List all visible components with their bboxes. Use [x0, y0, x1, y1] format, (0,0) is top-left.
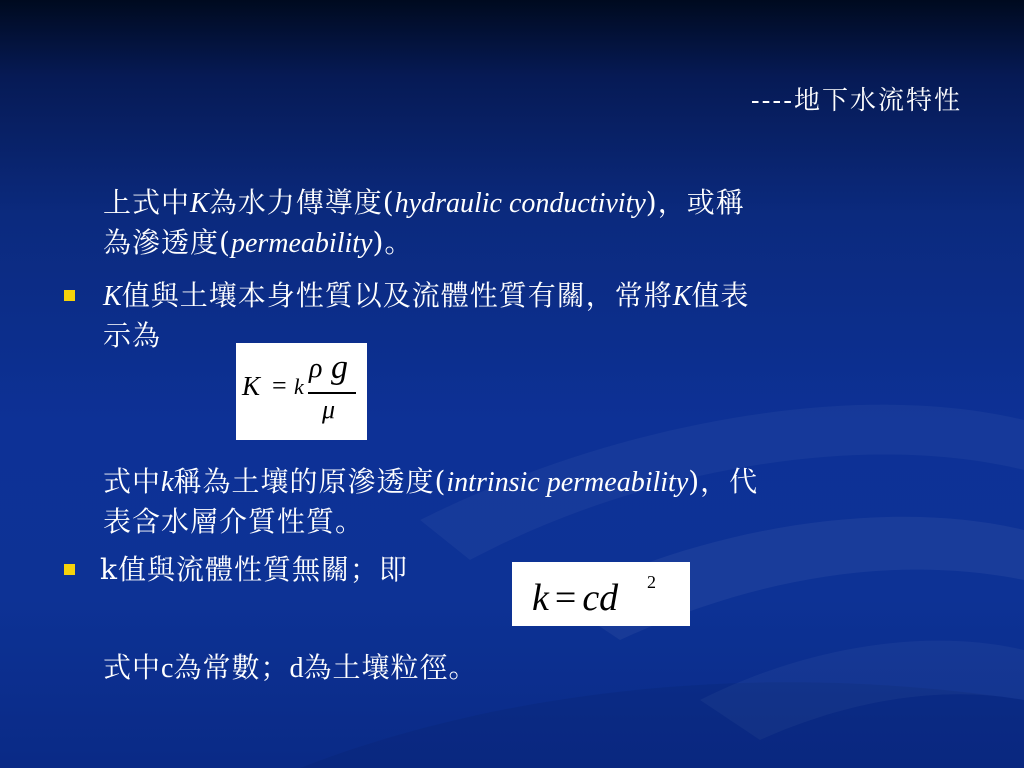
paragraph-intrinsic-permeability-line2: 表含水層介質性質。: [103, 505, 365, 538]
formula-hydraulic-conductivity: [236, 343, 367, 440]
formula-expression: k = cd: [532, 577, 619, 619]
bullet-marker: [64, 290, 75, 301]
bullet-k-value-line2: 示為: [103, 319, 162, 352]
slide-title: ----地下水流特性: [750, 86, 962, 116]
paragraph-hydraulic-conductivity-line2: 為滲透度(permeability)。: [103, 226, 414, 259]
formula-numerator-rho: ρ: [309, 353, 323, 384]
formula-intrinsic-permeability: [512, 562, 690, 626]
bullet-marker: [64, 564, 75, 575]
bullet-k-value-line1: K值與土壤本身性質以及流體性質有關，常將K值表: [103, 279, 750, 312]
paragraph-intrinsic-permeability-line1: 式中k稱為土壤的原滲透度(intrinsic permeability)，代: [103, 465, 759, 498]
formula-exponent: 2: [647, 572, 656, 592]
formula-coefficient: k: [294, 374, 304, 399]
formula-equals: =: [272, 371, 287, 400]
paragraph-hydraulic-conductivity-line1: 上式中K為水力傳導度(hydraulic conductivity)，或稱: [103, 186, 745, 219]
formula-lhs: K: [242, 371, 261, 401]
formula-numerator-g: g: [331, 349, 348, 386]
fraction-bar: [308, 392, 356, 394]
paragraph-c-d-definition: 式中c為常數；d為土壤粒徑。: [103, 651, 478, 684]
formula-denominator: μ: [322, 395, 336, 424]
bullet-k-independent: k值與流體性質無關；即: [100, 553, 408, 586]
